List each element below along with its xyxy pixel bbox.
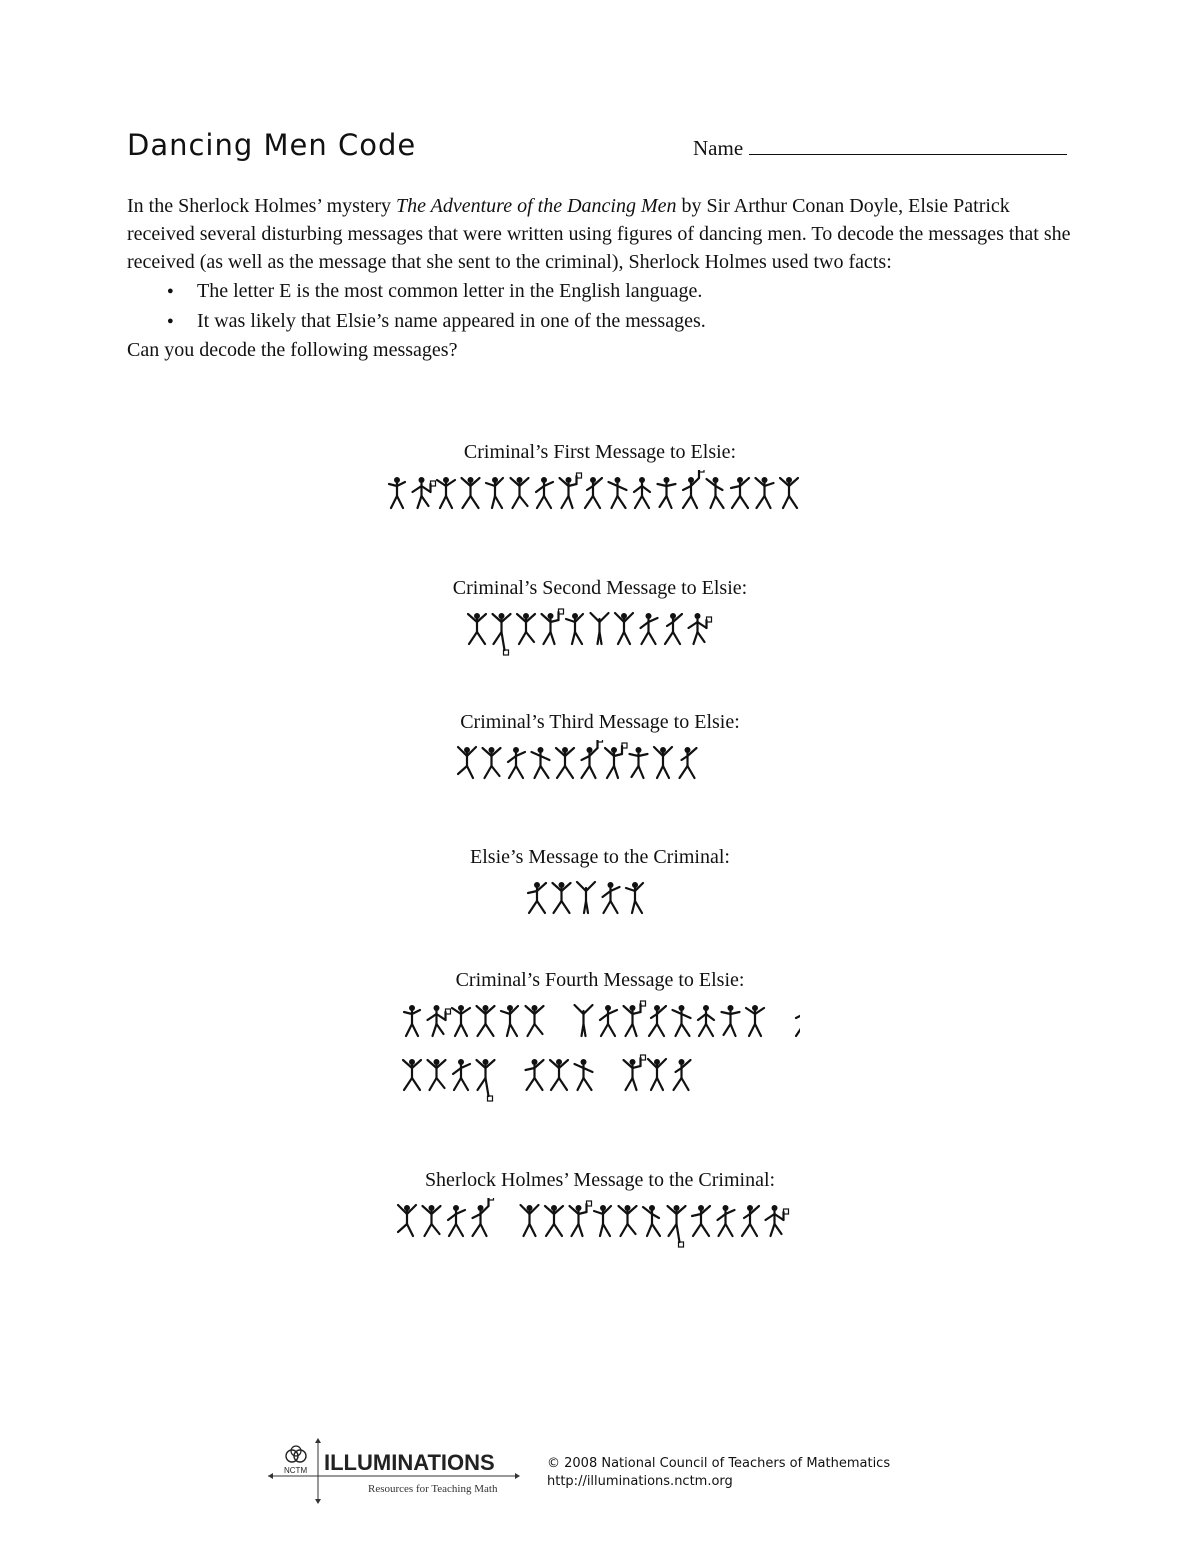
intro-suffix: by Sir Arthur Conan Doyle, Elsie Patrick received several disturbing messages that were written using figures of dancing men. To decode the messages that she received (as well as the message that she sent to the criminal), Sherlock Holmes used two facts: — [127, 195, 1071, 273]
dancing-men-row — [395, 1198, 805, 1252]
dancing-man-figure — [389, 477, 405, 508]
dancing-man-figure — [575, 1005, 593, 1036]
dancing-man-figure — [707, 477, 724, 508]
question-text: Can you decode the following messages? — [127, 339, 458, 361]
dancing-man-figure — [624, 1001, 646, 1036]
dancing-man-figure — [624, 1055, 646, 1090]
message-label: Criminal’s Second Message to Elsie: — [452, 577, 748, 599]
message-label: Criminal’s First Message to Elsie: — [463, 441, 737, 463]
dancing-man-figure — [566, 613, 583, 644]
dancing-man-figure — [665, 613, 682, 644]
message-section-2 — [0, 576, 1200, 658]
dancing-man-figure — [796, 998, 800, 1036]
dancing-man-figure — [680, 747, 697, 778]
dancing-man-figure — [550, 1059, 568, 1090]
dancing-man-figure — [577, 882, 595, 913]
dancing-man-figure — [698, 1005, 714, 1036]
dancing-man-figure — [560, 473, 582, 508]
dancing-man-figure — [437, 477, 455, 508]
dancing-man-figure — [413, 477, 436, 508]
dancing-man-figure — [756, 477, 774, 508]
dancing-man-figure — [556, 747, 574, 778]
message-section-4 — [0, 845, 1200, 925]
message-section-1 — [0, 440, 1200, 520]
dancing-man-figure — [630, 747, 648, 778]
dancing-man-figure — [668, 1205, 686, 1247]
dancing-man-figure — [428, 1005, 451, 1036]
page-title: Dancing Men Code — [127, 128, 417, 162]
dancing-man-figure — [600, 1005, 617, 1036]
dancing-man-figure — [673, 1005, 691, 1036]
dancing-men-row — [400, 1052, 800, 1110]
facts-list — [127, 276, 1077, 336]
dancing-man-figure — [545, 1205, 563, 1236]
fact-item: ● It was likely that Elsie’s name appeared in one of the messages. — [127, 306, 1077, 336]
dancing-man-figure — [615, 613, 633, 644]
footer-url[interactable]: http://illuminations.nctm.org — [547, 1474, 733, 1489]
dancing-man-figure — [689, 613, 712, 644]
dancing-men-row — [385, 470, 815, 520]
dancing-men-row — [525, 875, 675, 925]
dancing-man-figure — [582, 740, 603, 778]
dancing-man-figure — [404, 1005, 420, 1036]
dancing-man-figure — [508, 747, 525, 778]
dancing-man-figure — [483, 747, 501, 778]
dancing-man-figure — [643, 1205, 660, 1236]
dancing-man-figure — [536, 477, 553, 508]
dancing-man-figure — [780, 477, 798, 508]
dancing-man-figure — [648, 1059, 666, 1090]
message-section-3 — [0, 710, 1200, 790]
dancing-man-figure — [517, 613, 535, 644]
dancing-man-figure — [619, 1205, 637, 1236]
dancing-man-figure — [526, 1005, 544, 1036]
dancing-man-figure — [403, 1059, 421, 1090]
dancing-man-figure — [641, 613, 658, 644]
name-label: Name — [693, 136, 744, 160]
dancing-man-figure — [486, 477, 503, 508]
dancing-man-figure — [398, 1205, 416, 1236]
footer-text — [547, 1455, 890, 1491]
logo-tagline: Resources for Teaching Math — [368, 1483, 498, 1495]
name-blank-line[interactable] — [749, 136, 1067, 155]
book-title: The Adventure of the Dancing Men — [396, 195, 677, 217]
dancing-man-figure — [453, 1059, 470, 1090]
logo-wordmark: ILLUMINATIONS — [324, 1450, 495, 1475]
dancing-man-figure — [722, 1005, 740, 1036]
fact-item: ● The letter E is the most common letter in the English language. — [127, 276, 1077, 306]
message-label: Criminal’s Third Message to Elsie: — [460, 711, 740, 733]
dancing-man-figure — [501, 1005, 518, 1036]
dancing-man-figure — [603, 882, 620, 913]
dancing-man-figure — [553, 882, 571, 913]
dancing-man-figure — [521, 1205, 539, 1236]
dancing-man-figure — [766, 1205, 789, 1236]
dancing-man-figure — [473, 1198, 494, 1236]
dancing-man-figure — [428, 1059, 446, 1090]
dancing-man-figure — [731, 477, 749, 508]
message-section-6 — [0, 1168, 1200, 1252]
message-label: Sherlock Holmes’ Message to the Criminal: — [424, 1169, 776, 1191]
dancing-man-figure — [683, 470, 704, 508]
dancing-man-figure — [477, 1059, 495, 1101]
name-field[interactable] — [693, 136, 1067, 161]
logo-mark-text: NCTM — [284, 1466, 308, 1475]
dancing-man-figure — [526, 1059, 544, 1090]
dancing-man-figure — [654, 747, 672, 778]
dancing-man-figure — [452, 1005, 470, 1036]
dancing-man-figure — [692, 1205, 710, 1236]
intro-paragraph — [127, 192, 1077, 276]
illuminations-logo — [268, 1438, 528, 1504]
dancing-man-figure — [626, 882, 643, 913]
dancing-man-figure — [532, 747, 550, 778]
dancing-man-figure — [609, 477, 627, 508]
copyright-text: © 2008 National Council of Teachers of Mathematics — [547, 1456, 891, 1471]
dancing-man-figure — [634, 477, 650, 508]
dancing-man-figure — [649, 1005, 666, 1036]
dancing-man-figure — [585, 477, 602, 508]
dancing-man-figure — [511, 477, 529, 508]
dancing-men-row — [455, 740, 745, 790]
dancing-man-figure — [468, 613, 486, 644]
dancing-man-figure — [423, 1205, 441, 1236]
dancing-man-figure — [594, 1205, 611, 1236]
dancing-man-figure — [542, 609, 564, 644]
dancing-man-figure — [742, 1205, 759, 1236]
dancing-man-figure — [477, 1005, 495, 1036]
dancing-man-figure — [658, 477, 676, 508]
dancing-man-figure — [458, 747, 476, 778]
dancing-man-figure — [575, 1059, 593, 1090]
dancing-man-figure — [493, 613, 511, 655]
intro-text — [127, 192, 1077, 364]
intro-prefix: In the Sherlock Holmes’ mystery — [127, 195, 397, 217]
dancing-man-figure — [605, 743, 627, 778]
message-label: Criminal’s Fourth Message to Elsie: — [455, 969, 745, 991]
dancing-man-figure — [462, 477, 480, 508]
dancing-man-figure — [570, 1201, 592, 1236]
dancing-man-figure — [528, 882, 546, 913]
dancing-man-figure — [674, 1059, 691, 1090]
dancing-man-figure — [746, 1005, 764, 1036]
dancing-men-row — [465, 606, 735, 658]
dancing-man-figure — [448, 1205, 465, 1236]
nctm-mark-icon — [286, 1446, 306, 1462]
dancing-men-row — [400, 998, 800, 1048]
dancing-man-figure — [591, 613, 609, 644]
message-section-5 — [0, 968, 1200, 1110]
message-label: Elsie’s Message to the Criminal: — [470, 846, 730, 868]
dancing-man-figure — [718, 1205, 735, 1236]
